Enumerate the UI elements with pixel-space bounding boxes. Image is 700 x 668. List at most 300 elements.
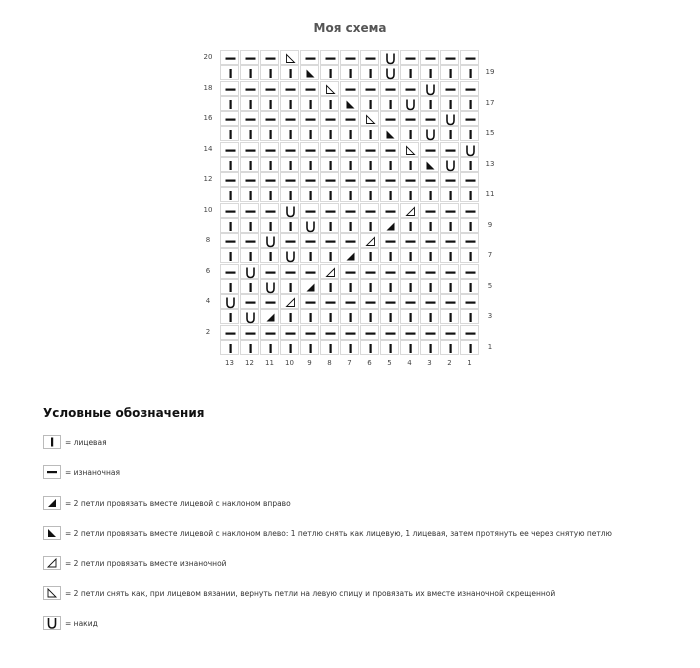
purl-symbol: [460, 111, 479, 126]
column-number: 4: [407, 359, 412, 367]
knit-symbol: [400, 157, 419, 172]
purl-symbol: [240, 203, 259, 218]
knit-symbol: [460, 279, 479, 294]
column-number: 6: [367, 359, 372, 367]
knit-symbol: [220, 126, 239, 141]
purl-symbol: [360, 264, 379, 279]
legend-item: [43, 525, 612, 541]
purl-symbol: [380, 172, 399, 187]
purl-symbol: [360, 50, 379, 65]
purl-symbol: [220, 203, 239, 218]
purl-symbol: [320, 50, 339, 65]
legend-item: [43, 464, 120, 480]
knit-symbol: [400, 309, 419, 324]
purl-symbol: [320, 203, 339, 218]
knit-symbol: [320, 309, 339, 324]
purl-symbol: [440, 50, 459, 65]
purl-symbol: [440, 142, 459, 157]
column-number: 2: [447, 359, 452, 367]
legend-item: [43, 495, 291, 511]
knit-symbol: [320, 96, 339, 111]
purl-symbol: [340, 172, 359, 187]
knit-symbol: [340, 126, 359, 141]
purl-symbol: [280, 81, 299, 96]
purl-symbol: [420, 264, 439, 279]
knit-symbol: [260, 65, 279, 80]
knit-symbol: [380, 248, 399, 263]
purl-symbol: [320, 142, 339, 157]
purl-symbol: [260, 172, 279, 187]
purl-symbol: [320, 325, 339, 340]
yarn-over-symbol: [240, 264, 259, 279]
row-number: 13: [485, 159, 495, 168]
purl-symbol: [380, 264, 399, 279]
yarn-over-symbol: [43, 616, 61, 630]
column-number: 9: [307, 359, 312, 367]
purl-symbol: [240, 50, 259, 65]
purl-symbol: [220, 111, 239, 126]
purl-symbol: [300, 172, 319, 187]
knit-symbol: [340, 218, 359, 233]
yarn-over-symbol: [280, 203, 299, 218]
p2tog-symbol: [320, 264, 339, 279]
column-number: 10: [285, 359, 294, 367]
row-number: 2: [205, 327, 211, 336]
purl-symbol: [380, 325, 399, 340]
row-number: 3: [487, 312, 493, 321]
knit-symbol: [280, 279, 299, 294]
knit-symbol: [360, 340, 379, 355]
purl-symbol: [280, 233, 299, 248]
knit-symbol: [220, 157, 239, 172]
knit-symbol: [440, 340, 459, 355]
knit-symbol: [360, 248, 379, 263]
knit-symbol: [240, 218, 259, 233]
knit-symbol: [420, 96, 439, 111]
knit-symbol: [280, 309, 299, 324]
knit-symbol: [240, 96, 259, 111]
yarn-over-symbol: [400, 96, 419, 111]
k2tog-right-symbol: [43, 496, 61, 510]
purl-symbol: [260, 294, 279, 309]
purl-symbol: [460, 50, 479, 65]
row-number: 8: [205, 236, 211, 244]
ssp-tbl-symbol: [320, 81, 339, 96]
knit-symbol: [360, 187, 379, 202]
knit-symbol: [340, 340, 359, 355]
purl-symbol: [360, 203, 379, 218]
ssk-left-symbol: [300, 65, 319, 80]
knit-symbol: [240, 248, 259, 263]
purl-symbol: [460, 203, 479, 218]
purl-symbol: [440, 81, 459, 96]
legend-item: [43, 615, 98, 631]
purl-symbol: [420, 50, 439, 65]
p2tog-symbol: [280, 294, 299, 309]
purl-symbol: [300, 81, 319, 96]
purl-symbol: [360, 142, 379, 157]
knit-symbol: [240, 65, 259, 80]
row-number: 16: [203, 114, 213, 122]
knit-symbol: [460, 157, 479, 172]
knit-symbol: [240, 279, 259, 294]
purl-symbol: [260, 325, 279, 340]
purl-symbol: [440, 203, 459, 218]
purl-symbol: [300, 264, 319, 279]
knit-symbol: [380, 157, 399, 172]
purl-symbol: [380, 111, 399, 126]
knit-symbol: [460, 65, 479, 80]
purl-symbol: [380, 233, 399, 248]
knit-symbol: [320, 187, 339, 202]
knit-symbol: [280, 157, 299, 172]
purl-symbol: [340, 81, 359, 96]
column-number: 11: [265, 359, 274, 367]
k2tog-right-symbol: [260, 309, 279, 324]
knit-symbol: [43, 435, 61, 449]
purl-symbol: [240, 172, 259, 187]
purl-symbol: [400, 172, 419, 187]
knit-symbol: [420, 218, 439, 233]
knit-symbol: [280, 218, 299, 233]
knit-symbol: [260, 187, 279, 202]
chart-title: Моя схема: [313, 21, 387, 35]
knit-symbol: [340, 157, 359, 172]
knit-symbol: [240, 126, 259, 141]
purl-symbol: [440, 325, 459, 340]
knit-symbol: [380, 187, 399, 202]
legend-item: [43, 434, 107, 450]
row-number: 19: [485, 68, 495, 77]
purl-symbol: [420, 111, 439, 126]
knit-symbol: [440, 187, 459, 202]
purl-symbol: [380, 294, 399, 309]
purl-symbol: [240, 81, 259, 96]
row-number: 7: [487, 251, 493, 260]
knit-symbol: [220, 340, 239, 355]
knit-symbol: [280, 65, 299, 80]
purl-symbol: [360, 325, 379, 340]
purl-symbol: [420, 172, 439, 187]
knit-symbol: [320, 126, 339, 141]
purl-symbol: [340, 325, 359, 340]
purl-symbol: [280, 264, 299, 279]
purl-symbol: [300, 233, 319, 248]
knit-symbol: [300, 96, 319, 111]
purl-symbol: [400, 294, 419, 309]
knit-symbol: [260, 157, 279, 172]
purl-symbol: [380, 81, 399, 96]
knit-symbol: [440, 96, 459, 111]
legend-item: [43, 555, 227, 571]
p2tog-symbol: [400, 203, 419, 218]
knit-symbol: [320, 279, 339, 294]
purl-symbol: [280, 111, 299, 126]
p2tog-symbol: [360, 233, 379, 248]
knit-symbol: [340, 65, 359, 80]
yarn-over-symbol: [240, 309, 259, 324]
purl-symbol: [340, 50, 359, 65]
legend-text: = 2 петли провязать вместе лицевой с наклоном влево: 1 петлю снять как лицевую, 1 лицевая, затем протянуть ее через снятую петлю: [65, 528, 612, 538]
knit-symbol: [380, 340, 399, 355]
purl-symbol: [300, 325, 319, 340]
row-number: 10: [203, 205, 213, 214]
row-number: 11: [485, 190, 495, 199]
knit-symbol: [380, 279, 399, 294]
purl-symbol: [400, 233, 419, 248]
column-number: 3: [427, 359, 432, 367]
purl-symbol: [260, 111, 279, 126]
purl-symbol: [340, 233, 359, 248]
purl-symbol: [260, 142, 279, 157]
purl-symbol: [420, 203, 439, 218]
knit-symbol: [300, 248, 319, 263]
knit-symbol: [460, 96, 479, 111]
knit-symbol: [300, 309, 319, 324]
knit-symbol: [320, 218, 339, 233]
yarn-over-symbol: [260, 233, 279, 248]
knit-symbol: [420, 187, 439, 202]
row-number: 5: [487, 281, 493, 290]
purl-symbol: [280, 142, 299, 157]
knit-symbol: [220, 96, 239, 111]
purl-symbol: [360, 172, 379, 187]
knit-symbol: [300, 187, 319, 202]
row-number: 20: [203, 53, 213, 61]
row-number: 12: [203, 175, 213, 183]
knit-symbol: [400, 65, 419, 80]
legend-text: = накид: [65, 618, 98, 628]
purl-symbol: [420, 294, 439, 309]
yarn-over-symbol: [420, 126, 439, 141]
purl-symbol: [440, 264, 459, 279]
knit-symbol: [340, 279, 359, 294]
knit-symbol: [220, 248, 239, 263]
knit-symbol: [280, 126, 299, 141]
knit-symbol: [420, 309, 439, 324]
yarn-over-symbol: [440, 111, 459, 126]
purl-symbol: [380, 203, 399, 218]
purl-symbol: [220, 142, 239, 157]
purl-symbol: [220, 50, 239, 65]
knit-symbol: [460, 340, 479, 355]
knit-symbol: [400, 187, 419, 202]
knit-symbol: [400, 279, 419, 294]
yarn-over-symbol: [420, 81, 439, 96]
ssk-left-symbol: [340, 96, 359, 111]
purl-symbol: [240, 294, 259, 309]
purl-symbol: [240, 233, 259, 248]
ssp-tbl-symbol: [360, 111, 379, 126]
purl-symbol: [400, 111, 419, 126]
purl-symbol: [43, 465, 61, 479]
yarn-over-symbol: [380, 50, 399, 65]
knit-symbol: [360, 157, 379, 172]
purl-symbol: [440, 233, 459, 248]
knit-symbol: [440, 65, 459, 80]
purl-symbol: [240, 142, 259, 157]
purl-symbol: [320, 294, 339, 309]
purl-symbol: [280, 172, 299, 187]
row-number: 14: [203, 144, 213, 153]
purl-symbol: [460, 172, 479, 187]
knit-symbol: [440, 248, 459, 263]
yarn-over-symbol: [380, 65, 399, 80]
knit-symbol: [240, 187, 259, 202]
legend-title: Условные обозначения: [43, 406, 205, 420]
purl-symbol: [340, 142, 359, 157]
knit-symbol: [220, 187, 239, 202]
knit-symbol: [220, 65, 239, 80]
knit-symbol: [400, 248, 419, 263]
knit-symbol: [460, 187, 479, 202]
knit-symbol: [360, 279, 379, 294]
yarn-over-symbol: [220, 294, 239, 309]
purl-symbol: [400, 264, 419, 279]
knit-symbol: [400, 340, 419, 355]
legend-text: = изнаночная: [65, 467, 120, 477]
knit-symbol: [460, 126, 479, 141]
purl-symbol: [400, 81, 419, 96]
purl-symbol: [220, 172, 239, 187]
yarn-over-symbol: [460, 142, 479, 157]
knit-symbol: [420, 248, 439, 263]
purl-symbol: [460, 81, 479, 96]
ssk-left-symbol: [420, 157, 439, 172]
knit-symbol: [220, 279, 239, 294]
yarn-over-symbol: [260, 279, 279, 294]
purl-symbol: [260, 264, 279, 279]
legend-item: [43, 585, 555, 601]
knit-symbol: [220, 309, 239, 324]
column-number: 13: [225, 359, 234, 367]
purl-symbol: [300, 203, 319, 218]
purl-symbol: [460, 294, 479, 309]
knit-symbol: [300, 340, 319, 355]
knit-symbol: [260, 218, 279, 233]
knit-symbol: [400, 126, 419, 141]
legend-text: = 2 петли снять как, при лицевом вязании, вернуть петли на левую спицу и провязать их вместе изнаночной скрещенной: [65, 588, 556, 598]
legend-text: = 2 петли провязать вместе лицевой с наклоном вправо: [65, 498, 291, 508]
column-number: 7: [347, 359, 352, 367]
purl-symbol: [320, 233, 339, 248]
purl-symbol: [420, 325, 439, 340]
knit-symbol: [460, 248, 479, 263]
knit-symbol: [320, 340, 339, 355]
knit-symbol: [260, 126, 279, 141]
purl-symbol: [460, 325, 479, 340]
knit-symbol: [360, 65, 379, 80]
purl-symbol: [340, 264, 359, 279]
purl-symbol: [460, 233, 479, 248]
purl-symbol: [280, 325, 299, 340]
purl-symbol: [220, 81, 239, 96]
row-number: 1: [487, 342, 493, 351]
purl-symbol: [260, 81, 279, 96]
knit-symbol: [380, 96, 399, 111]
ssk-left-symbol: [43, 526, 61, 540]
purl-symbol: [360, 294, 379, 309]
knit-symbol: [460, 218, 479, 233]
purl-symbol: [300, 294, 319, 309]
row-number: 17: [485, 98, 495, 107]
ssp-tbl-symbol: [400, 142, 419, 157]
knit-symbol: [280, 340, 299, 355]
knit-symbol: [220, 218, 239, 233]
knit-symbol: [280, 187, 299, 202]
knit-symbol: [340, 309, 359, 324]
purl-symbol: [440, 172, 459, 187]
purl-symbol: [340, 203, 359, 218]
ssp-tbl-symbol: [43, 586, 61, 600]
column-number: 5: [387, 359, 392, 367]
column-number: 8: [327, 359, 332, 367]
purl-symbol: [220, 233, 239, 248]
purl-symbol: [340, 111, 359, 126]
knit-symbol: [280, 96, 299, 111]
knit-symbol: [400, 218, 419, 233]
k2tog-right-symbol: [340, 248, 359, 263]
purl-symbol: [240, 111, 259, 126]
purl-symbol: [380, 142, 399, 157]
k2tog-right-symbol: [300, 279, 319, 294]
knit-symbol: [300, 157, 319, 172]
p2tog-symbol: [43, 556, 61, 570]
purl-symbol: [400, 50, 419, 65]
knit-symbol: [340, 187, 359, 202]
yarn-over-symbol: [440, 157, 459, 172]
ssk-left-symbol: [380, 126, 399, 141]
knit-symbol: [260, 248, 279, 263]
purl-symbol: [360, 81, 379, 96]
row-number: 4: [205, 297, 211, 305]
knit-symbol: [360, 96, 379, 111]
purl-symbol: [240, 325, 259, 340]
knit-symbol: [440, 309, 459, 324]
purl-symbol: [440, 294, 459, 309]
legend-text: = лицевая: [65, 437, 107, 447]
knit-symbol: [360, 126, 379, 141]
k2tog-right-symbol: [380, 218, 399, 233]
purl-symbol: [260, 203, 279, 218]
row-number: 15: [485, 129, 495, 138]
knit-symbol: [360, 309, 379, 324]
knit-symbol: [260, 96, 279, 111]
knit-symbol: [320, 65, 339, 80]
purl-symbol: [420, 233, 439, 248]
purl-symbol: [320, 111, 339, 126]
knit-symbol: [420, 279, 439, 294]
yarn-over-symbol: [280, 248, 299, 263]
knit-symbol: [420, 65, 439, 80]
purl-symbol: [400, 325, 419, 340]
knit-symbol: [460, 309, 479, 324]
yarn-over-symbol: [300, 218, 319, 233]
ssp-tbl-symbol: [280, 50, 299, 65]
purl-symbol: [300, 142, 319, 157]
purl-symbol: [220, 264, 239, 279]
purl-symbol: [300, 111, 319, 126]
purl-symbol: [460, 264, 479, 279]
legend-text: = 2 петли провязать вместе изнаночной: [65, 558, 227, 568]
purl-symbol: [340, 294, 359, 309]
knit-symbol: [380, 309, 399, 324]
column-number: 12: [245, 359, 254, 367]
row-number: 9: [487, 220, 493, 229]
knit-symbol: [440, 279, 459, 294]
purl-symbol: [320, 172, 339, 187]
knit-symbol: [240, 340, 259, 355]
